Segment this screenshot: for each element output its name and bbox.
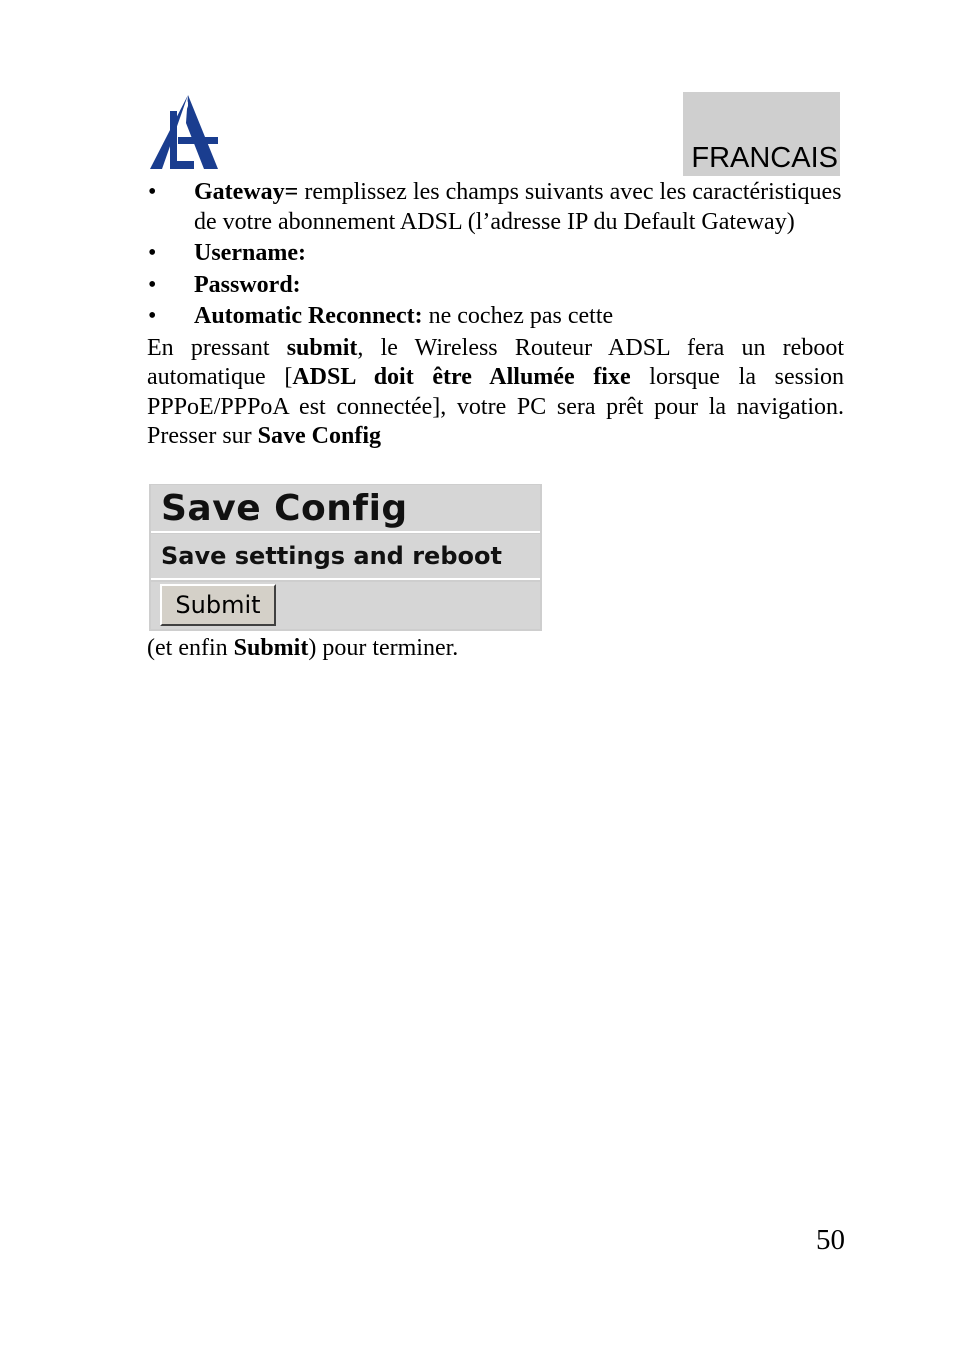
para-bold: submit [286, 334, 358, 361]
settings-list [147, 178, 844, 332]
closing-text: ) pour terminer. [308, 635, 459, 661]
item-label: Gateway= [194, 179, 299, 205]
panel-button-row [151, 582, 540, 629]
panel-title: Save Config [161, 488, 408, 529]
panel-subtitle-row [151, 534, 540, 580]
closing-text: (et enfin [147, 635, 234, 661]
para-bold: ADSL doit être Allumée fixe [292, 364, 631, 390]
list-item [147, 271, 844, 301]
bullet-icon: • [148, 271, 157, 298]
para-bold: Save Config [257, 423, 381, 449]
submit-button[interactable]: Submit [160, 584, 276, 626]
item-label: Password: [194, 271, 301, 298]
language-tab [683, 92, 840, 176]
panel-title-row [151, 485, 540, 533]
item-label: Automatic Reconnect: [194, 303, 423, 329]
bullet-icon: • [148, 240, 157, 266]
atlantis-logo-icon [148, 93, 220, 171]
save-config-panel [149, 484, 542, 631]
item-text: ne cochez pas cette [422, 303, 614, 329]
list-item [147, 302, 844, 332]
brand-logo [148, 93, 220, 171]
language-label: FRANCAIS [691, 142, 838, 174]
list-item [147, 239, 844, 269]
instruction-paragraph [147, 334, 844, 452]
closing-bold: Submit [233, 635, 309, 661]
main-content [147, 178, 844, 452]
item-label: Username: [194, 240, 306, 266]
panel-subtitle: Save settings and reboot [161, 542, 502, 570]
closing-line [147, 633, 458, 663]
page-number: 50 [816, 1224, 845, 1256]
list-item [147, 178, 844, 237]
para-text: En pressant [147, 334, 287, 361]
para-text: , le Wireless Routeur ADSL fera un reboot automatique [ [147, 334, 844, 390]
bullet-icon: • [148, 303, 157, 329]
item-text: remplissez les champs suivants avec les caractéristiques de votre abonnement ADSL (l’adresse IP du Default Gateway) [194, 179, 842, 235]
para-text: lorsque la session PPPoE/PPPoA est connectée], votre PC sera prêt pour la navigation. Presser sur [147, 364, 844, 449]
bullet-icon: • [148, 179, 157, 205]
